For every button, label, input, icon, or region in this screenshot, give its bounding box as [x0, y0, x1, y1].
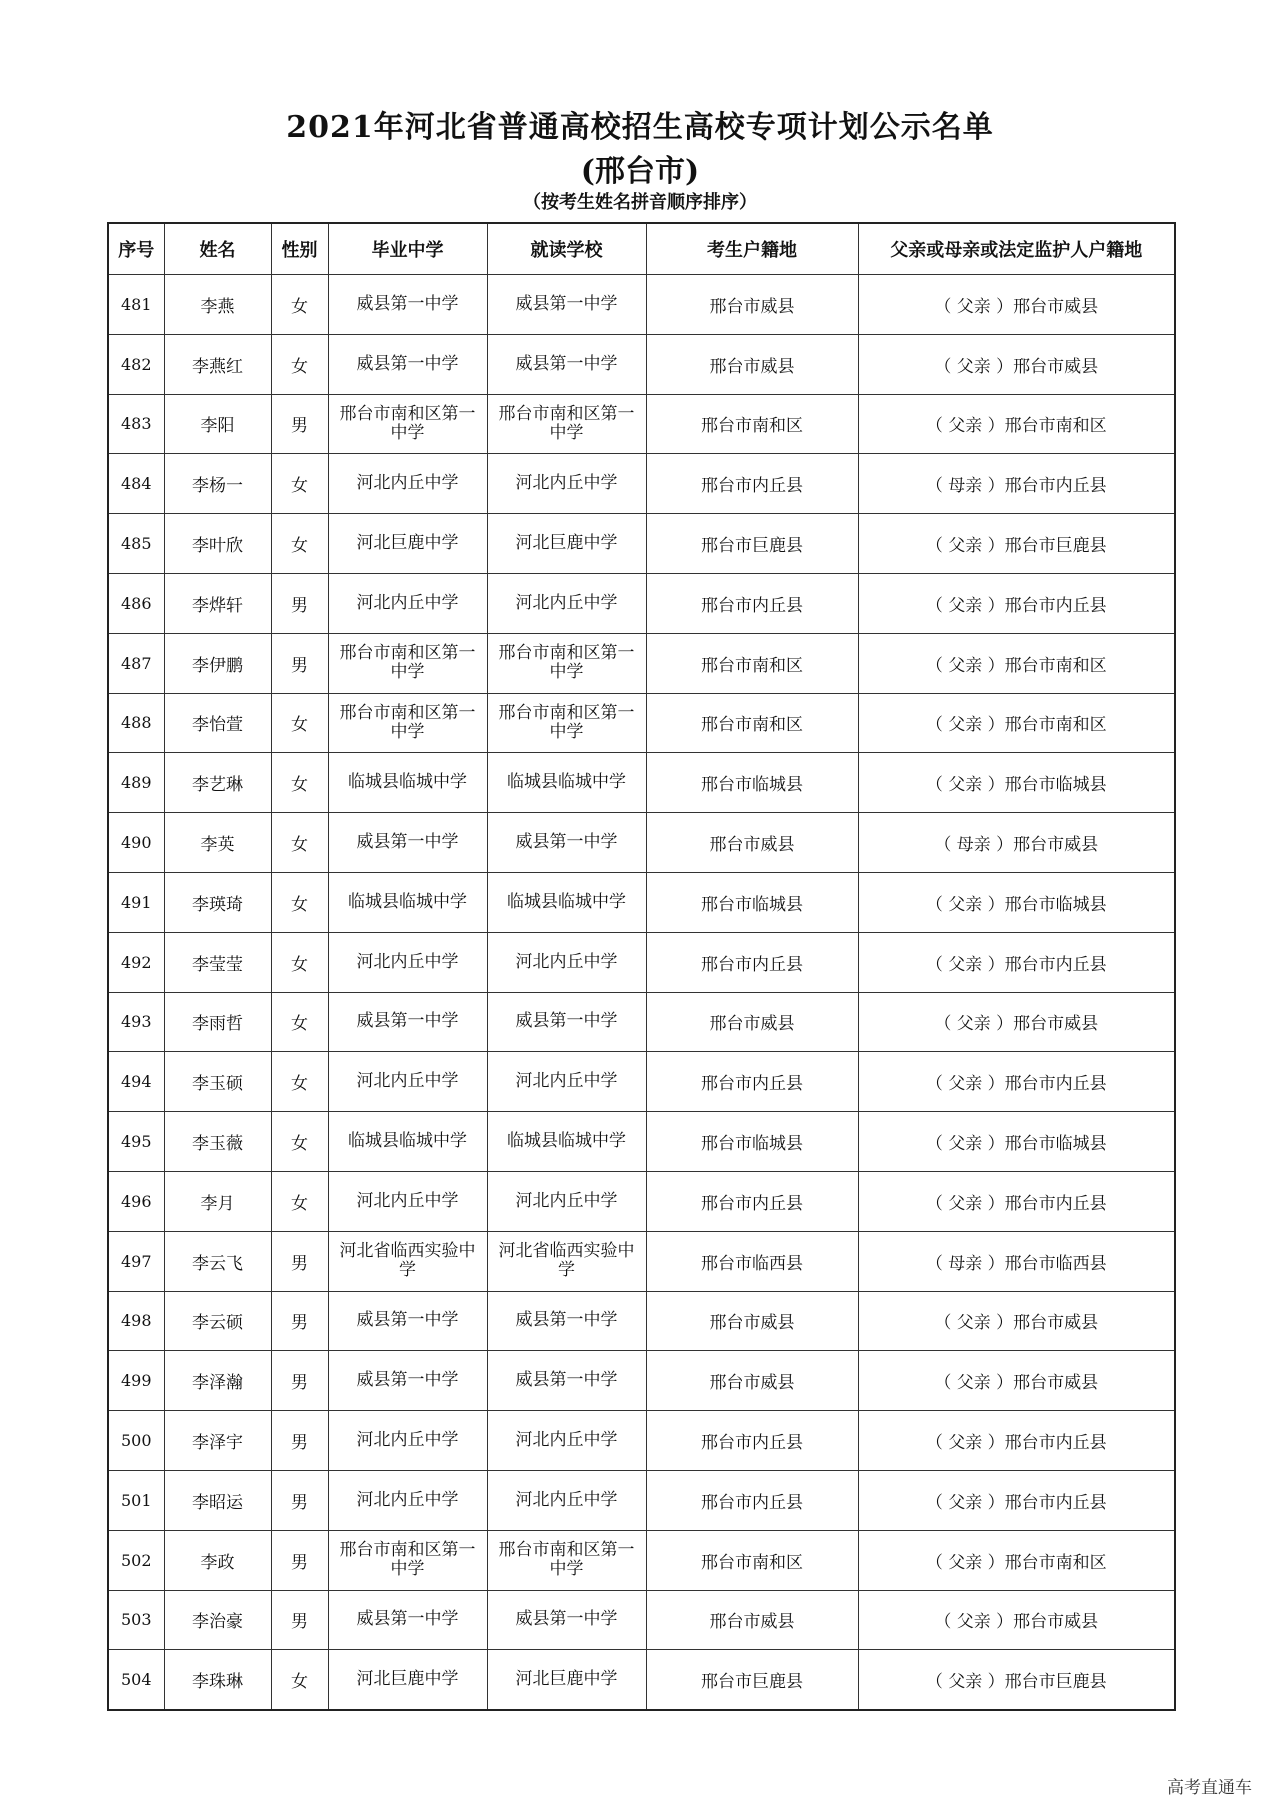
header-name: 姓名: [164, 223, 271, 275]
cell-name: 李玉薇: [164, 1112, 271, 1172]
table-row: [108, 872, 1175, 932]
cell-domicile: 邢台市临城县: [646, 753, 858, 813]
table-row: [108, 633, 1175, 693]
cell-guardian-domicile: （ 父亲 ）邢台市内丘县: [858, 1052, 1175, 1112]
cell-grad-school: 河北内丘中学: [328, 1470, 487, 1530]
table-row: [108, 753, 1175, 813]
cell-domicile: 邢台市南和区: [646, 1530, 858, 1590]
cell-grad-school: 河北内丘中学: [328, 573, 487, 633]
cell-no: 483: [108, 394, 164, 454]
cell-guardian-domicile: （ 母亲 ）邢台市临西县: [858, 1231, 1175, 1291]
cell-guardian-domicile: （ 父亲 ）邢台市威县: [858, 334, 1175, 394]
cell-gender: 女: [271, 514, 328, 574]
cell-study-school: 临城县临城中学: [487, 753, 646, 813]
header-no: 序号: [108, 223, 164, 275]
cell-domicile: 邢台市巨鹿县: [646, 1650, 858, 1710]
header-grad-school: 毕业中学: [328, 223, 487, 275]
cell-gender: 男: [271, 1291, 328, 1351]
cell-study-school: 河北省临西实验中学: [487, 1231, 646, 1291]
table-row: [108, 394, 1175, 454]
cell-domicile: 邢台市内丘县: [646, 573, 858, 633]
cell-domicile: 邢台市内丘县: [646, 1052, 858, 1112]
header-study-school: 就读学校: [487, 223, 646, 275]
cell-guardian-domicile: （ 父亲 ）邢台市内丘县: [858, 1411, 1175, 1471]
cell-study-school: 河北内丘中学: [487, 573, 646, 633]
cell-name: 李怡萱: [164, 693, 271, 753]
cell-study-school: 临城县临城中学: [487, 1112, 646, 1172]
cell-guardian-domicile: （ 母亲 ）邢台市内丘县: [858, 454, 1175, 514]
cell-grad-school: 临城县临城中学: [328, 1112, 487, 1172]
cell-study-school: 河北内丘中学: [487, 932, 646, 992]
cell-no: 497: [108, 1231, 164, 1291]
cell-grad-school: 河北内丘中学: [328, 454, 487, 514]
cell-no: 481: [108, 275, 164, 335]
cell-study-school: 威县第一中学: [487, 334, 646, 394]
cell-guardian-domicile: （ 父亲 ）邢台市南和区: [858, 394, 1175, 454]
cell-study-school: 邢台市南和区第一中学: [487, 633, 646, 693]
cell-domicile: 邢台市内丘县: [646, 1411, 858, 1471]
cell-guardian-domicile: （ 父亲 ）邢台市威县: [858, 992, 1175, 1052]
cell-domicile: 邢台市内丘县: [646, 932, 858, 992]
cell-grad-school: 河北内丘中学: [328, 1052, 487, 1112]
page-subtitle-sort-note: （按考生姓名拼音顺序排序）: [523, 192, 757, 213]
cell-gender: 女: [271, 1112, 328, 1172]
cell-study-school: 威县第一中学: [487, 992, 646, 1052]
cell-no: 486: [108, 573, 164, 633]
cell-grad-school: 河北省临西实验中学: [328, 1231, 487, 1291]
cell-study-school: 威县第一中学: [487, 813, 646, 873]
table-row: [108, 454, 1175, 514]
cell-grad-school: 威县第一中学: [328, 813, 487, 873]
cell-gender: 男: [271, 1231, 328, 1291]
cell-guardian-domicile: （ 父亲 ）邢台市威县: [858, 1291, 1175, 1351]
cell-study-school: 河北内丘中学: [487, 1411, 646, 1471]
cell-domicile: 邢台市临城县: [646, 872, 858, 932]
cell-study-school: 临城县临城中学: [487, 872, 646, 932]
header-domicile: 考生户籍地: [646, 223, 858, 275]
cell-name: 李月: [164, 1171, 271, 1231]
cell-name: 李昭运: [164, 1470, 271, 1530]
table-row: [108, 514, 1175, 574]
cell-grad-school: 邢台市南和区第一中学: [328, 1530, 487, 1590]
cell-no: 492: [108, 932, 164, 992]
cell-name: 李杨一: [164, 454, 271, 514]
cell-name: 李莹莹: [164, 932, 271, 992]
cell-name: 李艺琳: [164, 753, 271, 813]
cell-gender: 女: [271, 275, 328, 335]
cell-study-school: 威县第一中学: [487, 275, 646, 335]
cell-gender: 女: [271, 932, 328, 992]
cell-study-school: 河北内丘中学: [487, 1052, 646, 1112]
cell-grad-school: 河北巨鹿中学: [328, 1650, 487, 1710]
page-subtitle-city: (邢台市): [580, 154, 700, 189]
cell-no: 500: [108, 1411, 164, 1471]
cell-name: 李治豪: [164, 1590, 271, 1650]
cell-gender: 女: [271, 872, 328, 932]
cell-guardian-domicile: （ 父亲 ）邢台市内丘县: [858, 573, 1175, 633]
cell-guardian-domicile: （ 父亲 ）邢台市南和区: [858, 1530, 1175, 1590]
cell-guardian-domicile: （ 父亲 ）邢台市南和区: [858, 633, 1175, 693]
cell-grad-school: 威县第一中学: [328, 1590, 487, 1650]
cell-domicile: 邢台市南和区: [646, 394, 858, 454]
table-row: [108, 1411, 1175, 1471]
cell-domicile: 邢台市威县: [646, 275, 858, 335]
cell-grad-school: 邢台市南和区第一中学: [328, 633, 487, 693]
cell-name: 李瑛琦: [164, 872, 271, 932]
cell-guardian-domicile: （ 父亲 ）邢台市内丘县: [858, 932, 1175, 992]
cell-gender: 男: [271, 1530, 328, 1590]
cell-guardian-domicile: （ 父亲 ）邢台市威县: [858, 1590, 1175, 1650]
cell-gender: 女: [271, 753, 328, 813]
cell-study-school: 河北内丘中学: [487, 454, 646, 514]
cell-no: 488: [108, 693, 164, 753]
cell-gender: 女: [271, 1171, 328, 1231]
cell-domicile: 邢台市临西县: [646, 1231, 858, 1291]
cell-no: 502: [108, 1530, 164, 1590]
cell-guardian-domicile: （ 父亲 ）邢台市巨鹿县: [858, 1650, 1175, 1710]
cell-study-school: 河北巨鹿中学: [487, 514, 646, 574]
cell-gender: 女: [271, 813, 328, 873]
cell-grad-school: 威县第一中学: [328, 275, 487, 335]
cell-grad-school: 威县第一中学: [328, 334, 487, 394]
cell-no: 504: [108, 1650, 164, 1710]
cell-guardian-domicile: （ 父亲 ）邢台市威县: [858, 1351, 1175, 1411]
table-row: [108, 1470, 1175, 1530]
cell-name: 李阳: [164, 394, 271, 454]
cell-no: 485: [108, 514, 164, 574]
cell-gender: 女: [271, 1052, 328, 1112]
cell-gender: 男: [271, 1351, 328, 1411]
cell-grad-school: 威县第一中学: [328, 1351, 487, 1411]
table-row: [108, 813, 1175, 873]
cell-no: 490: [108, 813, 164, 873]
cell-grad-school: 临城县临城中学: [328, 872, 487, 932]
cell-study-school: 河北巨鹿中学: [487, 1650, 646, 1710]
cell-guardian-domicile: （ 父亲 ）邢台市临城县: [858, 1112, 1175, 1172]
cell-gender: 女: [271, 992, 328, 1052]
cell-name: 李烨轩: [164, 573, 271, 633]
cell-domicile: 邢台市南和区: [646, 633, 858, 693]
page-title: 2021年河北省普通高校招生高校专项计划公示名单: [286, 110, 994, 145]
header-gender: 性别: [271, 223, 328, 275]
cell-gender: 男: [271, 394, 328, 454]
cell-no: 503: [108, 1590, 164, 1650]
cell-grad-school: 威县第一中学: [328, 1291, 487, 1351]
table-row: [108, 275, 1175, 335]
cell-gender: 男: [271, 1590, 328, 1650]
cell-domicile: 邢台市威县: [646, 1351, 858, 1411]
table-row: [108, 334, 1175, 394]
table-row: [108, 992, 1175, 1052]
cell-name: 李云硕: [164, 1291, 271, 1351]
cell-gender: 女: [271, 1650, 328, 1710]
cell-name: 李玉硕: [164, 1052, 271, 1112]
cell-name: 李云飞: [164, 1231, 271, 1291]
cell-grad-school: 临城县临城中学: [328, 753, 487, 813]
cell-name: 李政: [164, 1530, 271, 1590]
cell-grad-school: 邢台市南和区第一中学: [328, 693, 487, 753]
cell-domicile: 邢台市南和区: [646, 693, 858, 753]
table-row: [108, 693, 1175, 753]
cell-no: 495: [108, 1112, 164, 1172]
cell-study-school: 威县第一中学: [487, 1351, 646, 1411]
cell-no: 496: [108, 1171, 164, 1231]
cell-study-school: 河北内丘中学: [487, 1171, 646, 1231]
watermark-text: 高考直通车: [1167, 1778, 1252, 1798]
cell-gender: 女: [271, 693, 328, 753]
cell-guardian-domicile: （ 父亲 ）邢台市临城县: [858, 872, 1175, 932]
cell-domicile: 邢台市威县: [646, 1291, 858, 1351]
cell-gender: 男: [271, 1470, 328, 1530]
cell-no: 489: [108, 753, 164, 813]
cell-study-school: 威县第一中学: [487, 1291, 646, 1351]
table-row: [108, 1052, 1175, 1112]
cell-name: 李英: [164, 813, 271, 873]
cell-domicile: 邢台市威县: [646, 992, 858, 1052]
cell-name: 李雨哲: [164, 992, 271, 1052]
cell-name: 李伊鹏: [164, 633, 271, 693]
cell-guardian-domicile: （ 父亲 ）邢台市临城县: [858, 753, 1175, 813]
cell-no: 494: [108, 1052, 164, 1112]
cell-no: 484: [108, 454, 164, 514]
cell-no: 482: [108, 334, 164, 394]
cell-guardian-domicile: （ 父亲 ）邢台市南和区: [858, 693, 1175, 753]
header-guardian-domicile: 父亲或母亲或法定监护人户籍地: [858, 223, 1175, 275]
cell-no: 498: [108, 1291, 164, 1351]
cell-guardian-domicile: （ 父亲 ）邢台市内丘县: [858, 1470, 1175, 1530]
table-row: [108, 1231, 1175, 1291]
cell-name: 李珠琳: [164, 1650, 271, 1710]
cell-gender: 男: [271, 633, 328, 693]
cell-domicile: 邢台市内丘县: [646, 1171, 858, 1231]
roster-table: [107, 222, 1176, 1711]
cell-guardian-domicile: （ 父亲 ）邢台市内丘县: [858, 1171, 1175, 1231]
table-row: [108, 1590, 1175, 1650]
cell-grad-school: 邢台市南和区第一中学: [328, 394, 487, 454]
cell-study-school: 邢台市南和区第一中学: [487, 394, 646, 454]
cell-guardian-domicile: （ 母亲 ）邢台市威县: [858, 813, 1175, 873]
cell-name: 李燕红: [164, 334, 271, 394]
table-row: [108, 1650, 1175, 1710]
cell-domicile: 邢台市威县: [646, 334, 858, 394]
cell-name: 李燕: [164, 275, 271, 335]
cell-gender: 女: [271, 454, 328, 514]
cell-study-school: 邢台市南和区第一中学: [487, 693, 646, 753]
cell-no: 487: [108, 633, 164, 693]
cell-domicile: 邢台市临城县: [646, 1112, 858, 1172]
cell-name: 李泽宇: [164, 1411, 271, 1471]
cell-grad-school: 河北内丘中学: [328, 1171, 487, 1231]
cell-grad-school: 威县第一中学: [328, 992, 487, 1052]
table-row: [108, 1171, 1175, 1231]
cell-domicile: 邢台市威县: [646, 1590, 858, 1650]
cell-gender: 男: [271, 573, 328, 633]
cell-domicile: 邢台市威县: [646, 813, 858, 873]
table-row: [108, 1291, 1175, 1351]
cell-gender: 男: [271, 1411, 328, 1471]
cell-no: 491: [108, 872, 164, 932]
table-row: [108, 1112, 1175, 1172]
cell-no: 493: [108, 992, 164, 1052]
cell-name: 李叶欣: [164, 514, 271, 574]
cell-domicile: 邢台市巨鹿县: [646, 514, 858, 574]
cell-guardian-domicile: （ 父亲 ）邢台市巨鹿县: [858, 514, 1175, 574]
cell-study-school: 邢台市南和区第一中学: [487, 1530, 646, 1590]
table-row: [108, 932, 1175, 992]
cell-domicile: 邢台市内丘县: [646, 1470, 858, 1530]
cell-guardian-domicile: （ 父亲 ）邢台市威县: [858, 275, 1175, 335]
table-row: [108, 1351, 1175, 1411]
cell-grad-school: 河北内丘中学: [328, 1411, 487, 1471]
table-row: [108, 573, 1175, 633]
cell-gender: 女: [271, 334, 328, 394]
cell-grad-school: 河北巨鹿中学: [328, 514, 487, 574]
cell-no: 501: [108, 1470, 164, 1530]
cell-study-school: 河北内丘中学: [487, 1470, 646, 1530]
table-row: [108, 1530, 1175, 1590]
cell-domicile: 邢台市内丘县: [646, 454, 858, 514]
cell-grad-school: 河北内丘中学: [328, 932, 487, 992]
cell-no: 499: [108, 1351, 164, 1411]
table-body: [108, 275, 1175, 1710]
cell-study-school: 威县第一中学: [487, 1590, 646, 1650]
cell-name: 李泽瀚: [164, 1351, 271, 1411]
table-header-row: [108, 223, 1175, 275]
